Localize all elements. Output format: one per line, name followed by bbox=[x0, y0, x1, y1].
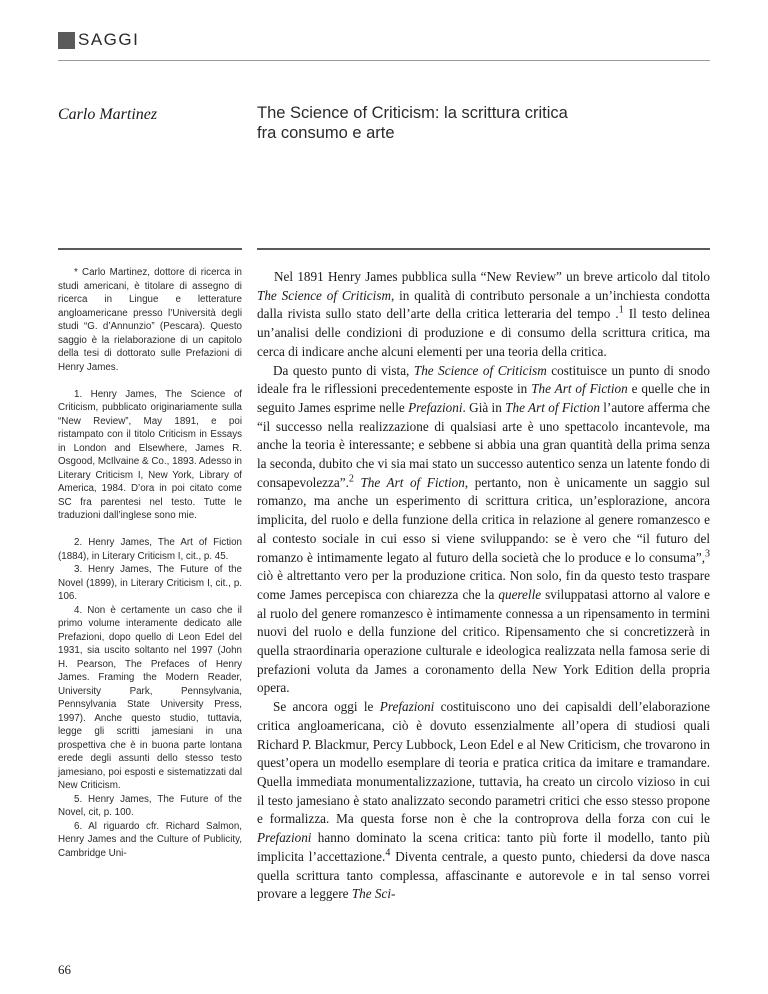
footnote-ref-1: 1 bbox=[618, 305, 624, 317]
footnote-ref-4: 4 bbox=[385, 847, 391, 859]
section-header bbox=[58, 30, 139, 50]
footnote-3: 3. Henry James, The Future of the Novel (1899), in Literary Criticism I, cit., p. 106. bbox=[58, 564, 242, 602]
body-paragraph-1: Nel 1891 Henry James pubblica sulla “New Review” un breve articolo dal titolo The Science of Criticism, in qualità di contributo personale a un’inchiesta condotta dalla rivista sullo stato dell’arte della critica letteraria del tempo .$^1$ Il testo delinea un’analisi delle condizioni di produzione e di consumo della scrittura critica, ma cerca di indicare anche alcuni elementi per una teoria della critica. bbox=[257, 269, 710, 359]
body-paragraph-3: Se ancora oggi le Prefazioni costituiscono uno dei capisaldi dell’elaborazione critica angloamericana, ciò è dovuto essenzialmente all’opera di studiosi quali Richard P. Blackmur, Percy Lubbock, Leon Edel e al New Criticism, che trovarono in quest’opera un modello esemplare di teoria e pratica critica da imitare e tramandare. Quella immediata monumentalizzazione, tuttavia, ha creato un circolo vizioso in cui il testo jamesiano è stato analizzato secondo parametri critici che esso stesso propone e formalizza. Ma questa forse non è che la controprova della forza con cui le Prefazioni hanno dominato la scena critica: tanto più forte il modello, tanto più implicita l’accettazione.$^4$ Diventa centrale, a questo punto, chiedersi da dove nasca quella scrittura tanto complessa, affascinante e autorevole e in tal senso vorrei provare a leggere The Sci- bbox=[257, 699, 710, 902]
section-marker-square bbox=[58, 32, 75, 49]
footnote-author: * Carlo Martinez, dottore di ricerca in studi americani, è titolare di assegno di ricerca in Lingue e letterature angloamericane presso l’Università degli studi “G. d’Annunzio” (Pescara). Questo saggio è la rielaborazione di un capitolo della tesi di dottorato sulle Prefazioni di Henry James. bbox=[58, 267, 242, 373]
article-title bbox=[257, 103, 697, 143]
footnote-4: 4. Non è certamente un caso che il primo volume interamente dedicato alle Prefazioni, dopo quello di Leon Edel del 1931, sia uscito soltanto nel 1997 (John H. Pearson, The Prefaces of Henry James. Framing the Modern Reader, University Park, Pennsylvania, Pennsylvania State University Press, 1997). Anche questo studio, tuttavia, legge gli scritti jamesiani in una prospettiva che è in buona parte lontana erede degli assunti dello stesso testo jamesiano, poi esposti e sistematizzati dal New Criticism. bbox=[58, 604, 242, 791]
notes-column-rule bbox=[58, 248, 242, 250]
footnote-1: 1. Henry James, The Science of Criticism, pubblicato originariamente sulla “New Review”, May 1891, e poi ristampato con il titolo Criticism in Essays in London and Elsewhere, James R. Osgood, McIlvaine & Co., 1893. Adesso in Literary Criticism I, New York, Library of America, 1984. D’ora in poi citato come SC fra parentesi nel testo. Tutte le traduzioni dall’inglese sono mie. bbox=[58, 388, 242, 521]
footnote-2: 2. Henry James, The Art of Fiction (1884), in Literary Criticism I, cit., p. 45. bbox=[58, 537, 242, 562]
body-column-rule bbox=[257, 248, 710, 250]
section-label: SAGGI bbox=[78, 30, 140, 49]
author-name: Carlo Martinez bbox=[58, 106, 158, 123]
body-paragraph-2: Da questo punto di vista, The Science of Criticism costituisce un punto di snodo ideale fra le riflessioni precedentemente esposte in The Art of Fiction e quelle che in seguito James esprime nelle Prefazioni. Già in The Art of Fiction l’autore afferma che “il successo nella realizzazione di qualsiasi arte è uno spettacolo incantevole, ma anche la teoria è interessante; e sebbene si abbia una gran quantità della prima senza la seconda, dubito che vi sia mai stato un successo autentico senza un latente fondo di consapevolezza”.$^2$ The Art of Fiction, pertanto, non è unicamente un saggio sul romanzo, ma anche un esperimento di scrittura critica, un’esplorazione, ancora implicita, del ruolo e della funzione della critica in relazione al genere romanzesco e al contesto sociale in cui esso si viene sviluppando: se è vero che “il futuro del romanzo è intimamente legato al futuro della società che lo produce e lo consuma”,$^3$ ciò è altrettanto vero per la produzione critica. Non solo, fin da questo testo traspare come James percepisca con chiarezza che la querelle sviluppatasi attorno al valore e al ruolo del genere romanzesco è intimamente connessa a un ripensamento in termini nuovi del ruolo e della funzione del critico. Ripensamento che si concretizzerà in quella straordinaria operazione culturale e ideologica realizzata nella famosa serie di prefazioni voluta da James a coronamento della New York Edition della propria opera. bbox=[257, 362, 710, 696]
page-number: 66 bbox=[58, 962, 71, 977]
article-title-line-1: The Science of Criticism: la scrittura critica bbox=[257, 104, 568, 122]
footnotes-column bbox=[58, 266, 242, 860]
footnote-ref-3: 3 bbox=[705, 548, 710, 560]
article-body bbox=[257, 268, 710, 904]
footnote-5: 5. Henry James, The Future of the Novel, cit, p. 100. bbox=[58, 793, 242, 818]
footnote-6: 6. Al riguardo cfr. Richard Salmon, Henry James and the Culture of Publicity, Cambridge Uni- bbox=[58, 820, 242, 859]
footnote-ref-2: 2 bbox=[348, 473, 354, 485]
article-title-line-2: fra consumo e arte bbox=[257, 124, 395, 142]
header-rule bbox=[58, 60, 710, 61]
